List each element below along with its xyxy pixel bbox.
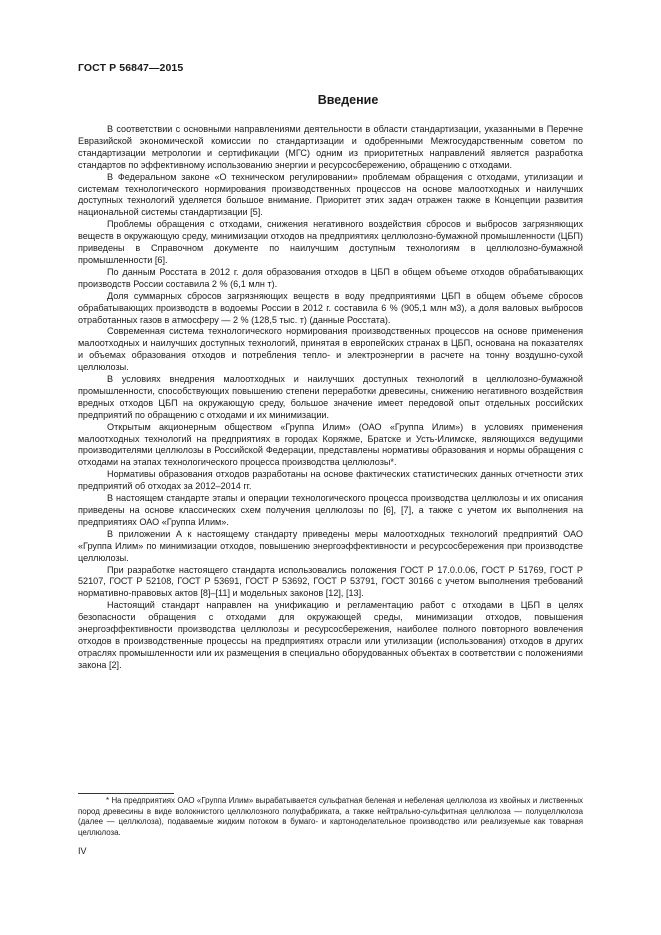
paragraph: По данным Росстата в 2012 г. доля образования отходов в ЦБП в общем объеме отходов обрабатывающих производств России составила 2 % (6,1 млн т).: [78, 266, 583, 289]
paragraph: При разработке настоящего стандарта использовались положения ГОСТ Р 17.0.0.06, ГОСТ Р 51769, ГОСТ Р 52107, ГОСТ Р 52108, ГОСТ Р 53691, ГОСТ Р 53692, ГОСТ Р 53791, ГОСТ 30166 с учетом выполнения требований нормативно-правовых актов [8]–[11] и модельных законов [12], [13].: [78, 564, 583, 599]
footnote-text: * На предприятиях ОАО «Группа Илим» вырабатывается сульфатная беленая и небеленая целлюлоза из хвойных и лиственных пород древесины в виде волокнистого целлюлозного полуфабриката, а также нейтрально-сульфитная целлюлоза — полуцеллюлоза (далее — целлюлоза), подаваемые жидким потоком в бумаго- и картоноделательное производство или реализуемые как товарная целлюлоза.: [78, 796, 583, 837]
paragraph: В приложении А к настоящему стандарту приведены меры малоотходных технологий предприятий ОАО «Группа Илим» по минимизации отходов, повышению энергоэффективности и ресурсосбережения при производстве целлюлозы.: [78, 528, 583, 563]
footnote: [78, 796, 583, 838]
title-text: Введение: [317, 93, 379, 107]
footnote-divider: [78, 793, 174, 794]
paragraph: Настоящий стандарт направлен на унификацию и регламентацию работ с отходами в ЦБП в целях безопасности обращения с отходами для окружающей среды, минимизации отходов, повышения энергоэффективности производства целлюлозы и ресурсосбережения, наиболее полного повторного вовлечения отходов в производственные процессы на предприятиях отрасли или утилизации (использования) отходов в других отраслях промышленности или их размещения в специально оборудованных объектах в соответствии с положениями закона [2].: [78, 600, 583, 670]
paragraph: Проблемы обращения с отходами, снижения негативного воздействия сбросов и выбросов загрязняющих веществ в окружающую среду, минимизации отходов на предприятиях целлюлозно-бумажной промышленности (ЦБП) приведены в Справочном документе по наилучшим доступным технологиям в целлюлозно-бумажной промышленности [6].: [78, 219, 583, 265]
paragraph: В условиях внедрения малоотходных и наилучших доступных технологий в целлюлозно-бумажной промышленности, способствующих повышению степени переработки древесины, снижению негативного воздействия вредных отходов ЦБП на окружающую среду, большое значение имеет передовой опыт отдельных российских предприятий по обращению с отходами и их минимизации.: [78, 374, 583, 420]
paragraph: В соответствии с основными направлениями деятельности в области стандартизации, указанными в Перечне Евразийской экономической комиссии по стандартизации и одобренными Межгосударственным советом по стандартизации метрологии и сертификации (МГС) одним из приоритетных направлений является разработка стандартов по эффективному использованию энергии и ресурсосбережению, обращению с отходами.: [78, 124, 583, 170]
paragraph: В Федеральном законе «О техническом регулировании» проблемам обращения с отходами, утилизации и системам технологического нормирования производственных процессов на основе малоотходных и наилучших доступных технологий уделяется большое внимание. Приоритет этих задач отражен также в Концепции развития национальной системы стандартизации [5].: [78, 171, 583, 218]
page-number: IV: [78, 846, 87, 856]
page-title: [0, 93, 661, 107]
paragraph: Современная система технологического нормирования производственных процессов на основе применения малоотходных и наилучших доступных технологий, принятая в европейских странах в ЦБП, основана на показателях и объемах образования отходов и потребления тепло- и электроэнергии в расчете на тонну воздушно-сухой целлюлозы.: [78, 326, 583, 373]
paragraph: Нормативы образования отходов разработаны на основе фактических статистических данных отчетности этих предприятий об отходах за 2012–2014 гг.: [78, 469, 583, 492]
body-text: [78, 124, 583, 672]
paragraph: Доля суммарных сбросов загрязняющих веществ в воду предприятиями ЦБП в общем объеме сбросов обрабатывающих производств в водоемы России в 2012 г. составила 6 % (905,1 млн м3), а доля валовых выбросов отработанных газов в атмосферу — 2 % (128,5 тыс. т) (данные Росстата).: [78, 290, 583, 325]
paragraph: В настоящем стандарте этапы и операции технологического процесса производства целлюлозы и их описания приведены на основе классических схем получения целлюлозы по [6], [7], а также с учетом их выполнения на предприятиях ОАО «Группа Илим».: [78, 493, 583, 527]
paragraph: Открытым акционерным обществом «Группа Илим» (ОАО «Группа Илим») в условиях применения малоотходных технологий на предприятиях в городах Коряжме, Братске и Усть-Илимске, являющихся ведущими производителями целлюлозы в Российской Федерации, представлены нормативы образования и нормы обращения с отходами на этапах технологического процесса производства целлюлозы*.: [78, 421, 583, 468]
standard-header: ГОСТ Р 56847—2015: [78, 62, 184, 74]
